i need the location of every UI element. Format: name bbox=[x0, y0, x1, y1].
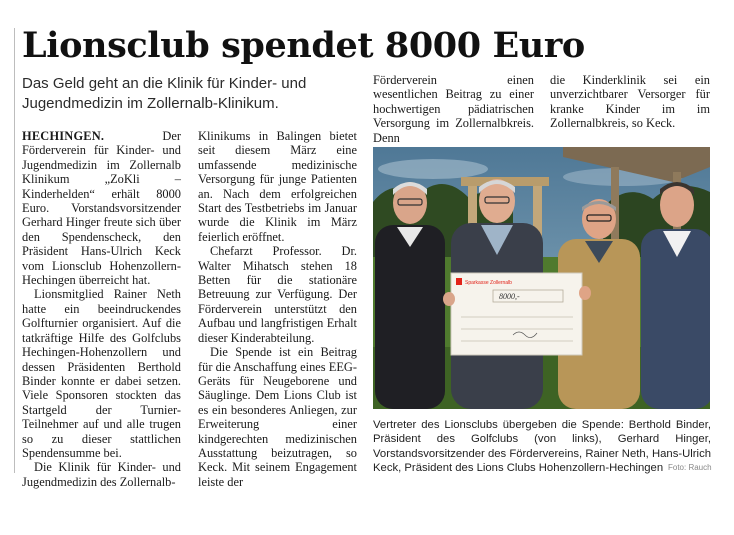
text-column-4 bbox=[550, 73, 710, 131]
photo-illustration bbox=[373, 147, 710, 409]
person-4-suit bbox=[641, 229, 710, 409]
paragraph-4: Chefarzt Professor. Dr. Walter Mihatsch stehen 18 Betten für die stationäre Betreuung zur Verfügung. Der Förderverein unterstützt den Aufbau und langfristigen Erhalt dieser Kinderabteilung. bbox=[198, 244, 357, 345]
article-photo bbox=[373, 147, 710, 409]
paragraph-3-end: Klinikums in Balingen bietet seit diesem März eine umfassende medizinische Versorgung für junge Patienten an. Nach dem erfolgreichen Start des Testbetriebs im Januar wurde die Klinik im März feierlich eröffnet. bbox=[198, 129, 357, 244]
hand bbox=[579, 286, 591, 300]
hand bbox=[443, 292, 455, 306]
photo-credit: Foto: Rauch bbox=[668, 463, 712, 472]
donation-check bbox=[451, 273, 582, 355]
cloud bbox=[378, 159, 488, 179]
paragraph-3-start: Die Klinik für Kinder- und Jugendmedizin des Zollernalb- bbox=[22, 460, 181, 489]
article-headline: Lionsclub spendet 8000 Euro bbox=[22, 25, 585, 66]
check-amount: 8000,- bbox=[499, 292, 520, 301]
sparkasse-logo-icon bbox=[456, 278, 462, 285]
paragraph-5-middle: Förderverein einen wesentlichen Beitrag zu einer hochwertigen pädiatrischen Versorgung im Zollernalbkreis. Denn bbox=[373, 73, 534, 145]
text-column-2 bbox=[198, 129, 357, 489]
dateline: HECHINGEN. bbox=[22, 129, 105, 143]
paragraph-1-text: Der Förderverein für Kinder- und Jugendmedizin im Zollernalb Klinikum „ZoKli – Kinderhelden“ erhält 8000 Euro. Vorstandsvorsitzender Gerhard Hinger freute sich über den Spendenscheck, den Präsident Hans-Ulrich Keck vom Lionsclub Hohenzollern-Hechingen überreicht hat. bbox=[22, 129, 181, 288]
paragraph-5-start: Die Spende ist ein Beitrag für die Anschaffung eines EEG-Geräts für Neugeborene und Säuglinge. Dem Lions Club ist es ein besonderes Anliegen, zur Erweiterung einer kindgerechten medizinischen Ausstattung beizutragen, so Keck. Mit seinem Engagement leiste der bbox=[198, 345, 357, 489]
person-1-jacket bbox=[375, 225, 445, 409]
article-subheadline: Das Geld geht an die Klinik für Kinder- und Jugendmedizin im Zollernalb-Klinikum. bbox=[22, 75, 307, 112]
paragraph-5-end: die Kinderklinik sei ein unverzichtbarer Versorger für kranke Kinder im im Zollernalbkreis, so Keck. bbox=[550, 73, 710, 131]
photo-caption: Vertreter des Lionsclubs übergeben die Spende: Berthold Binder, Präsident des Golfclubs (von links), Gerhard Hinger, Vorstandsvorsitzender des Fördervereins, Rainer Neth, Hans-Ulrich Keck, Präsident des Lions Clubs Hohenzollern-Hechingen bbox=[373, 419, 711, 475]
paragraph-2: Lionsmitglied Rainer Neth hatte ein beeindruckendes Golfturnier organisiert. Auf die tatkräftige Hilfe des Golfclubs Hechingen-Hohenzollern und dessen Präsidenten Berthold Binder konnte er dabei setzen. Viele Sponsoren stockten das Startgeld der Turnier-Teilnehmer auf und alle trugen so zu dieser stattlichen Spendensumme bei. bbox=[22, 287, 181, 460]
check-bank-name: Sparkasse Zollernalb bbox=[465, 280, 512, 286]
text-column-1 bbox=[22, 129, 181, 489]
column-rule bbox=[14, 28, 15, 473]
text-column-3 bbox=[373, 73, 534, 145]
